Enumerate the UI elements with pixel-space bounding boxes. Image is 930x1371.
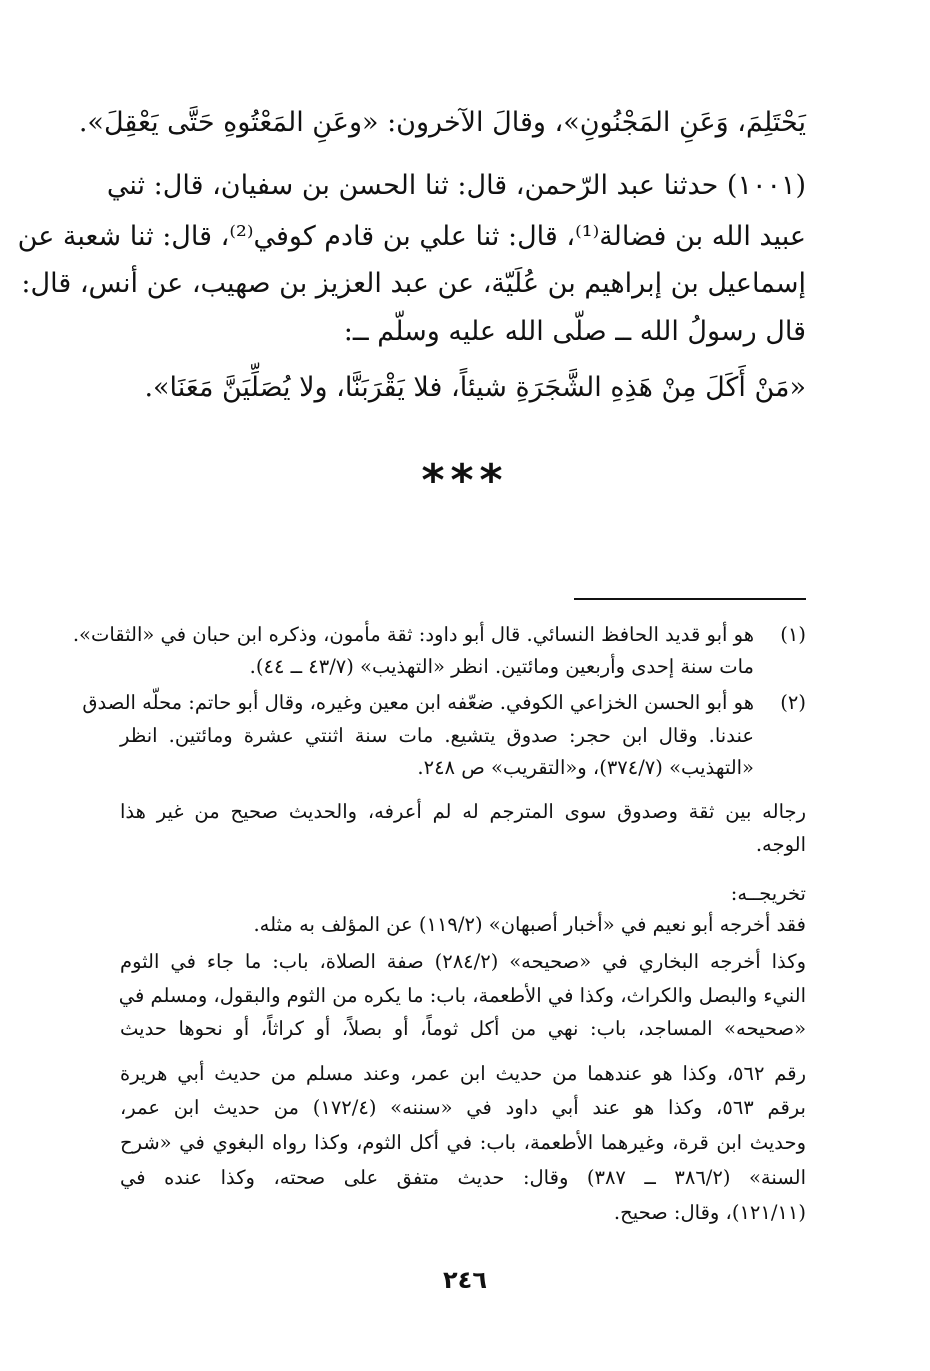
footnote-number: (١) (780, 623, 806, 646)
footnote-line: «التهذيب» (٣٧٤/٧)، و«التقريب» ص ٢٤٨. (417, 756, 754, 779)
footnote-2 (82, 691, 806, 791)
takhrij-line: النيء والبصل والكراث، وكذا في الأطعمة، باب: ما يكره من الثوم والبقول، ومسلم في (118, 984, 806, 1007)
takhrij-line: وكذا أخرجه البخاري في «صحيحه» (٢٨٤/٢) صفة الصلاة، باب: ما جاء في الثوم (120, 950, 806, 973)
main-text-line: يَحْتَلِمَ، وَعَنِ المَجْنُونِ»، وقالَ الآخرون: «وعَنِ المَعْتُوهِ حَتَّى يَعْقِلَ». (78, 107, 806, 138)
takhrij-line: رقم ٥٦٢، وكذا هو عندهما من حديث ابن عمر، وعند مسلم من حديث أبي هريرة (120, 1062, 806, 1085)
footnote-1 (72, 623, 806, 683)
note-line: الوجه. (755, 833, 806, 856)
takhrij-line: (١٢١/١١)، وقال: صحيح. (613, 1201, 806, 1224)
footnote-line: هو أبو قديد الحافظ النسائي. قال أبو داود: ثقة مأمون، وذكره ابن حبان في «الثقات». (72, 623, 754, 646)
hadith-line: (١٠٠١) حدثنا عبد الرّحمن، قال: ثنا الحسن بن سفيان، قال: ثني (106, 170, 806, 201)
footnote-line: هو أبو الحسن الخزاعي الكوفي. ضعّفه ابن معين وغيره، وقال أبو حاتم: محلّه الصدق (82, 691, 754, 714)
takhrij-line: فقد أخرجه أبو نعيم في «أخبار أصبهان» (١١٩/٢) عن المؤلف به مثله. (253, 913, 806, 936)
takhrij-heading: تخريجــه: (730, 882, 806, 905)
takhrij-line: «صحيحه» المساجد، باب: نهي من أكل ثوماً، أو بصلاً، أو كراثاً، أو نحوها حديث (120, 1017, 806, 1040)
takhrij-line: برقم ٥٦٣، وكذا هو عند أبي داود في «سننه» (١٧٢/٤) من حديث ابن عمر، (120, 1096, 806, 1119)
footnote-line: مات سنة إحدى وأربعين ومائتين. انظر «التهذيب» (٤٣/٧ ــ ٤٤). (249, 655, 754, 678)
note-line: رجاله بين ثقة وصدوق سوى المترجم له لم أعرفه، والحديث صحيح من غير هذا (120, 800, 806, 823)
takhrij-line: السنة» (٣٨٦/٢ ــ ٣٨٧) وقال: حديث متفق على صحته، وكذا عنده في (120, 1166, 806, 1189)
hadith-line: قال رسولُ الله ــ صلّى الله عليه وسلّم ــ: (343, 316, 806, 347)
section-separator: *** (421, 455, 509, 506)
takhrij-line: وحديث ابن قرة، وغيرهما الأطعمة، باب: في أكل الثوم، وكذا رواه البغوي في «شرح (120, 1131, 806, 1154)
page-number: ٢٤٦ (443, 1266, 487, 1294)
hadith-quote: «مَنْ أَكَلَ مِنْ هَذِهِ الشَّجَرَةِ شيئاً، فلا يَقْرَبَنَّا، ولا يُصَلِّيَنَّ مَعَنَا». (144, 372, 806, 403)
footnote-rule (574, 598, 806, 600)
footnote-line: عندنا. وقال ابن حجر: صدوق يتشيع. مات سنة اثنتي عشرة ومائتين. انظر (120, 724, 754, 747)
footnote-number: (٢) (780, 691, 806, 714)
hadith-line: عبيد الله بن فضالة⁽¹⁾، قال: ثنا علي بن قادم كوفي⁽²⁾، قال: ثنا شعبة عن (17, 221, 806, 252)
hadith-line: إسماعيل بن إبراهيم بن عُلَيّة، عن عبد العزيز بن صهيب، عن أنس، قال: (21, 268, 806, 299)
